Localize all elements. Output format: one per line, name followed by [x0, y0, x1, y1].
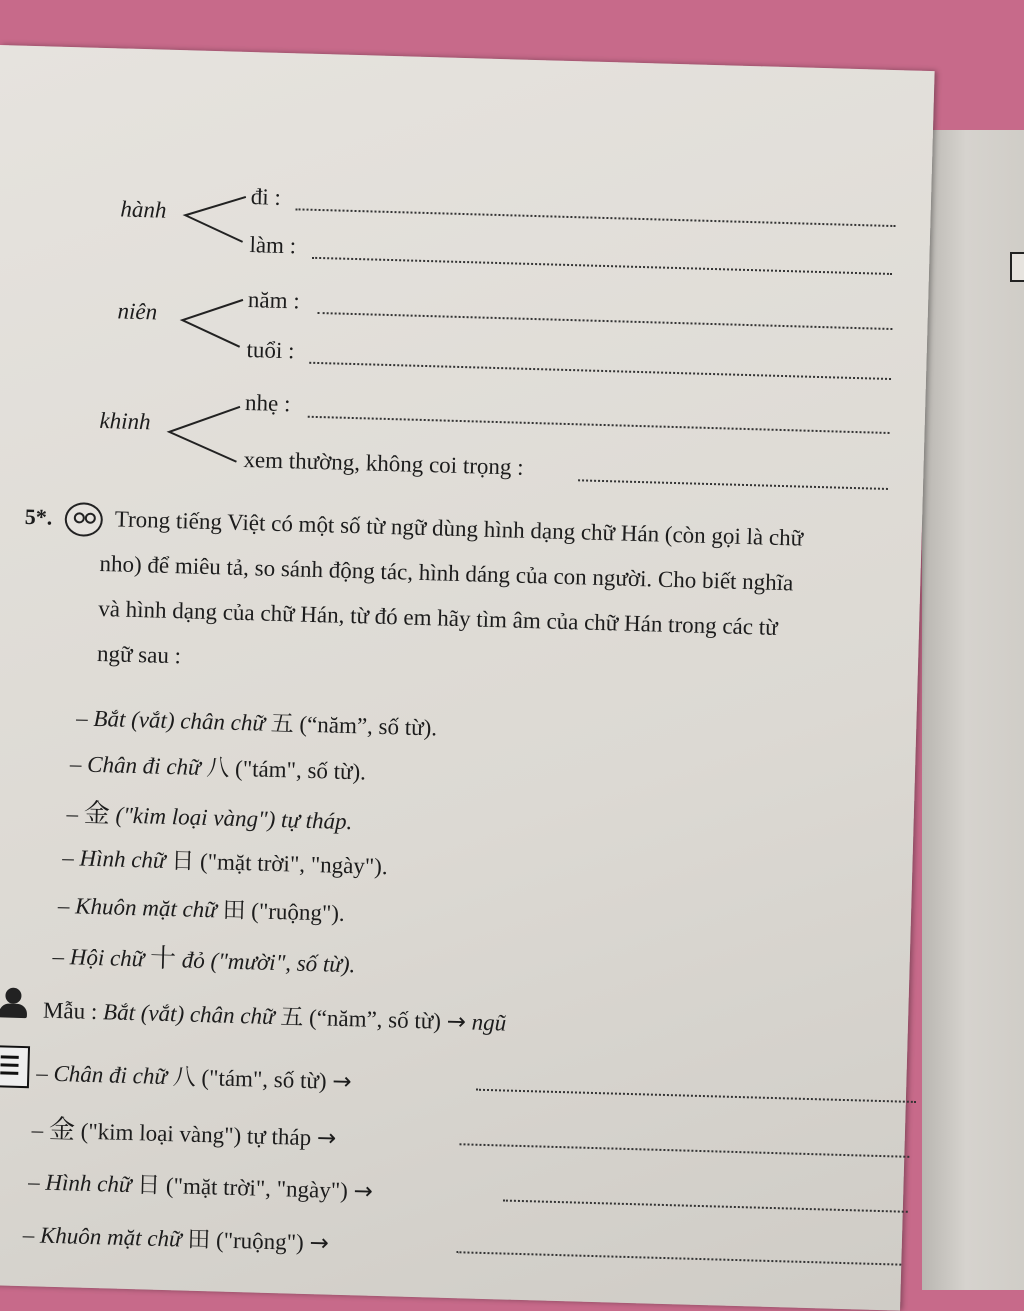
branch-label: năm : [247, 287, 301, 314]
exercise-paragraph-line: nho) để miêu tả, so sánh động tác, hình dáng của con người. Cho biết nghĩa [99, 550, 794, 596]
list-item: – Khuôn mặt chữ 田 ("ruộng"). [57, 892, 346, 926]
exercise-paragraph-line: ngữ sau : [96, 640, 182, 669]
branch-label: xem thường, không coi trọng : [243, 446, 524, 480]
branch-label: tuổi : [246, 337, 295, 364]
answer-line[interactable] [476, 1089, 916, 1103]
speaker-person-icon [0, 985, 32, 1020]
answer-line[interactable] [503, 1199, 908, 1212]
root-word: niên [117, 298, 158, 325]
notebook-pencil-icon [0, 1045, 30, 1088]
list-item: – 金 ("kim loại vàng") tự tháp. [66, 798, 353, 835]
list-item: – Chân đi chữ 八 ("tám", số từ). [69, 751, 367, 785]
answer-item: – Hình chữ 日 ("mặt trời", "ngày") → [27, 1169, 374, 1205]
exercise-number: 5*. [24, 503, 53, 530]
answer-item: – 金 ("kim loại vàng") tự tháp → [31, 1114, 337, 1152]
root-word: khinh [99, 407, 151, 435]
answer-line[interactable] [459, 1143, 909, 1158]
list-item: – Hội chữ 十 đỏ ("mười", số từ). [52, 943, 356, 978]
list-item: – Bắt (vắt) chân chữ 五 (“năm”, số từ). [75, 705, 438, 741]
exercise-paragraph-line: Trong tiếng Việt có một số từ ngữ dùng hình dạng chữ Hán (còn gọi là chữ [114, 506, 804, 551]
list-item: – Hình chữ 日 ("mặt trời", "ngày"). [61, 845, 389, 880]
branch-label: nhẹ : [244, 389, 291, 417]
branch-label: làm : [249, 232, 297, 259]
next-page-notebook-icon [1010, 252, 1024, 282]
root-word: hành [120, 196, 167, 223]
branch-label: đi : [250, 184, 282, 210]
answer-item: – Khuôn mặt chữ 田 ("ruộng") → [22, 1222, 330, 1257]
next-page-edge [922, 130, 1024, 1290]
sample-line: Mẫu : Bắt (vắt) chân chữ 五 (“năm”, số từ) → ngũ [42, 997, 507, 1036]
answer-item: – Chân đi chữ 八 ("tám", số từ) → [35, 1060, 352, 1096]
book-page [0, 45, 935, 1311]
answer-line[interactable] [456, 1251, 901, 1265]
exercise-paragraph-line: và hình dạng của chữ Hán, từ đó em hãy tìm âm của chữ Hán trong các từ [97, 595, 778, 640]
